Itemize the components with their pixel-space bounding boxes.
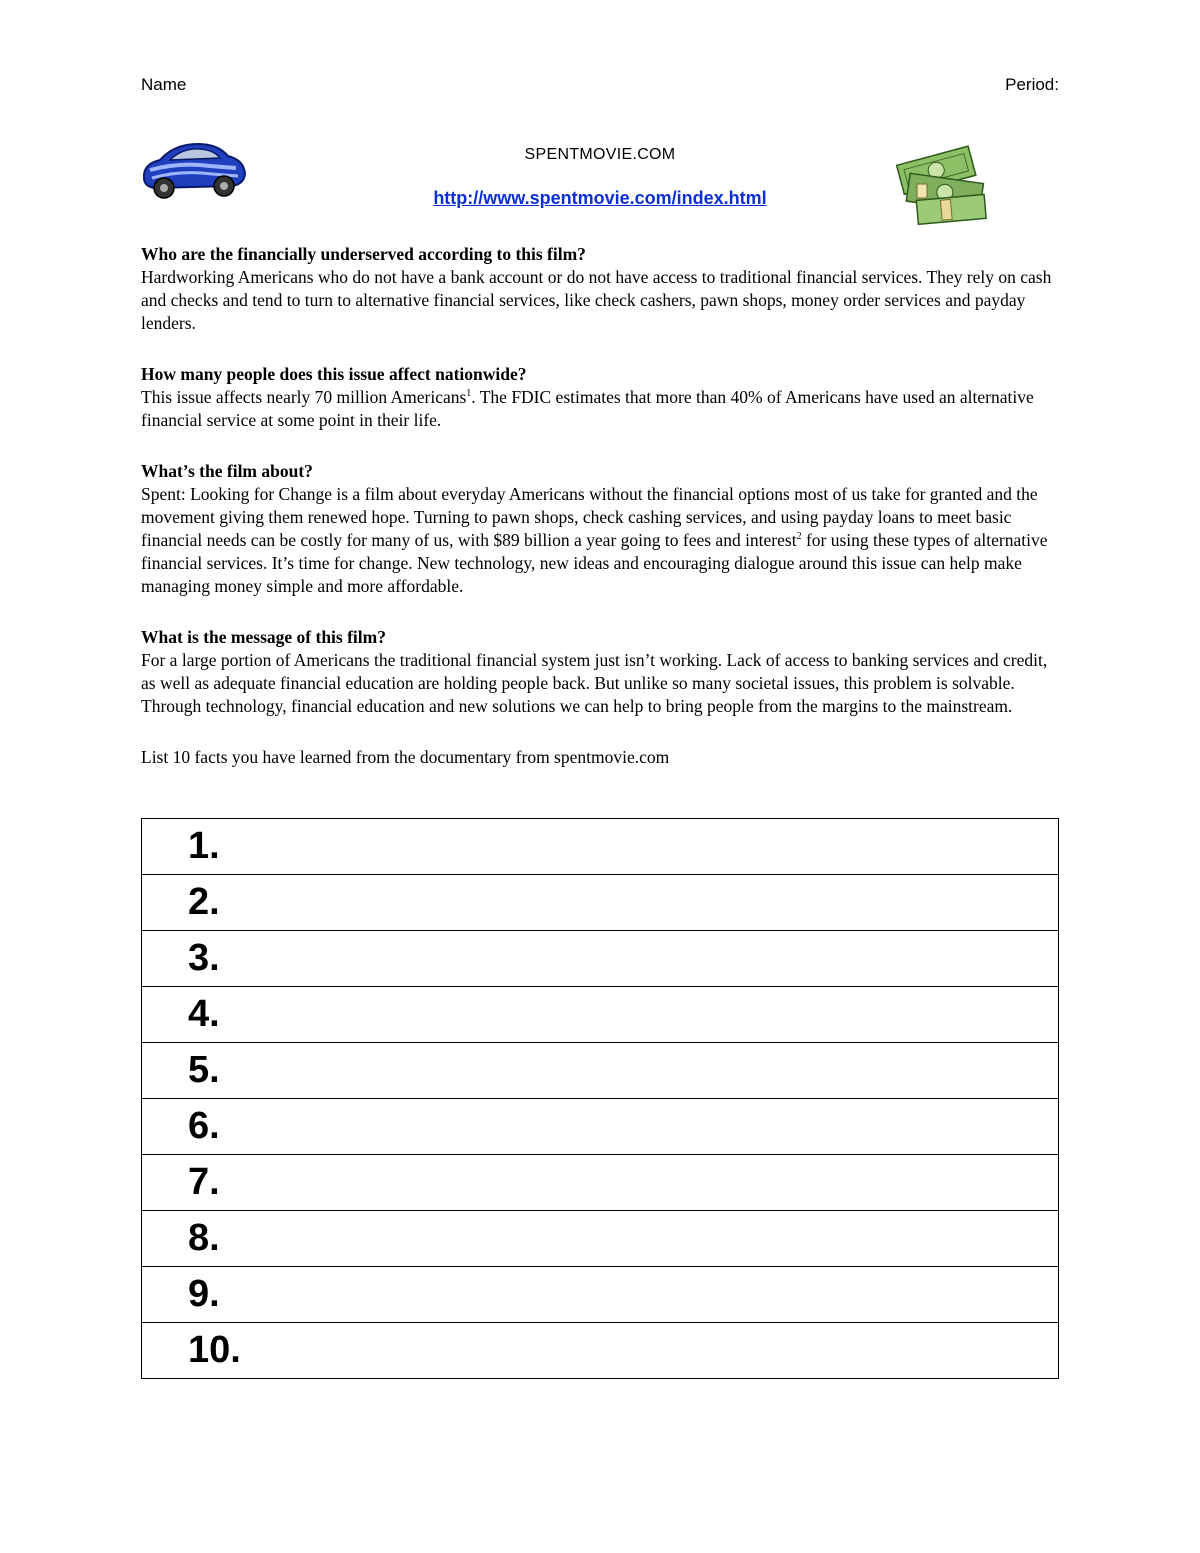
- fact-number[interactable]: 2.: [142, 875, 1059, 931]
- fact-row: [142, 931, 1059, 987]
- fact-row: [142, 1211, 1059, 1267]
- answer-4: For a large portion of Americans the traditional financial system just isn’t working. Lack of access to banking services and credit, as well as adequate financial education are holding people back. But unlike so many societal issues, this problem is solvable. Through technology, financial education and new solutions we can help to bring people from the margins to the mainstream.: [141, 650, 1048, 716]
- fact-row: [142, 875, 1059, 931]
- fact-row: [142, 1267, 1059, 1323]
- answer-3-text-cont: for using these types of alternative financial services. It’s time for change. New technology, new ideas and encouraging dialogue around this issue can help make managing money simple and more affordable.: [141, 530, 1048, 596]
- answer-1: Hardworking Americans who do not have a bank account or do not have access to traditional financial services. They rely on cash and checks and tend to turn to alternative financial services, like check cashers, pawn shops, money order services and payday lenders.: [141, 267, 1052, 333]
- period-label: Period:: [1005, 75, 1059, 94]
- fact-number[interactable]: 10.: [142, 1323, 1059, 1379]
- fact-number[interactable]: 5.: [142, 1043, 1059, 1099]
- list-instruction: List 10 facts you have learned from the documentary from spentmovie.com: [141, 747, 670, 767]
- footnote-2: 2: [796, 531, 802, 543]
- site-url-link[interactable]: http://www.spentmovie.com/index.html: [433, 188, 767, 208]
- content-body: [141, 243, 1061, 769]
- fact-row: [142, 1099, 1059, 1155]
- fact-number[interactable]: 3.: [142, 931, 1059, 987]
- fact-row: [142, 819, 1059, 875]
- question-3: What’s the film about?: [141, 461, 313, 481]
- fact-number[interactable]: 8.: [142, 1211, 1059, 1267]
- fact-number[interactable]: 7.: [142, 1155, 1059, 1211]
- footnote-1: 1: [466, 388, 472, 400]
- question-2: How many people does this issue affect nationwide?: [141, 364, 527, 384]
- fact-number[interactable]: 6.: [142, 1099, 1059, 1155]
- fact-number[interactable]: 9.: [142, 1267, 1059, 1323]
- question-4: What is the message of this film?: [141, 627, 386, 647]
- fact-row: [142, 1043, 1059, 1099]
- name-label: Name: [141, 75, 187, 94]
- fact-row: [142, 1323, 1059, 1379]
- fact-row: [142, 1155, 1059, 1211]
- answer-2: [141, 386, 1061, 432]
- fact-number[interactable]: 4.: [142, 987, 1059, 1043]
- answer-2-text-cont: . The FDIC estimates that more than 40% of Americans have used an alternative financial service at some point in their life.: [141, 387, 1034, 430]
- answer-3-text: Spent: Looking for Change is a film about everyday Americans without the financial options most of us take for granted and the movement giving them renewed hope. Turning to pawn shops, check cashing services, and using payday loans to meet basic financial needs can be costly for many of us, with $89 billion a year going to fees and interest: [141, 484, 1038, 550]
- answer-3: [141, 483, 1061, 598]
- answer-2-text: This issue affects nearly 70 million Americans: [141, 387, 467, 407]
- question-1: Who are the financially underserved according to this film?: [141, 244, 586, 264]
- fact-row: [142, 987, 1059, 1043]
- facts-table: [141, 818, 1059, 1379]
- site-title: SPENTMOVIE.COM: [524, 146, 676, 163]
- fact-number[interactable]: 1.: [142, 819, 1059, 875]
